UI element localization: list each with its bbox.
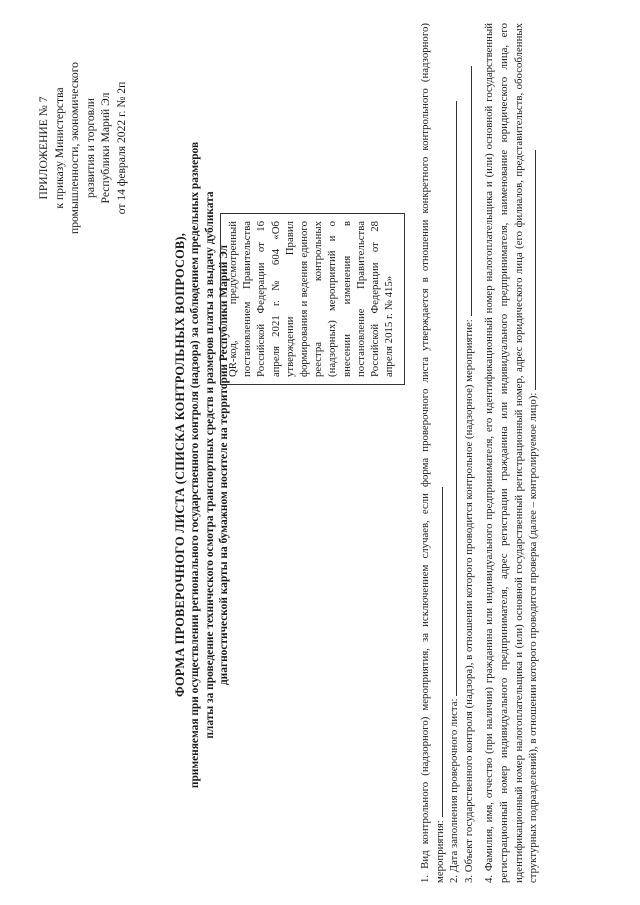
qr-code-box: QR-код, предусмотренный постановлением Правительства Российской Федерации от 16 апреля 2021 г. № 604 «Об утверждении Правил формирования и ведения единого реестра контрольных (надзорных) мероприятий и о внесении изменения в постановление Правительства Российской Федерации от 28 апреля 2015 г. № 415» [220,213,405,385]
item-3-fill-line [471,67,472,317]
item-1-fill-line [442,487,443,817]
item-3-text: 3. Объект государственного контроля (надзора), в отношении которого проводится контрольное (надзорное) мероприятие: [462,319,475,883]
appendix-republic-line: Республики Марий Эл [99,92,112,204]
appendix-order-line: к приказу Министерства [52,87,66,209]
form-title-sub-2: платы за проведение технического осмотра транспортных средств и размеров платы за выдачу дубликата [203,191,216,739]
form-title-sub-3: диагностической карты на бумажном носителе на территории Республики Марий Эл [218,244,231,686]
item-4-fill-line [535,150,536,390]
item-3 [462,23,477,883]
item-4-text: 4. Фамилия, имя, отчество (при наличии) гражданина или индивидуального предпринимателя, его идентификационный номер налогоплательщика и (или) основной государственный регистрационный номер индивидуального предпринимателя, адрес регистрации гражданина или индивидуального предпринимателя, наименование юридического лица, его идентификационный номер налогоплательщика и (или) основной государственный регистрационный номер, адрес юридического лица (его филиалов, представительств, обособленных структурных подразделений), в отношении которого проводится проверка (далее – контролируемое лицо): [483,23,540,883]
item-4 [482,23,540,883]
appendix-title: ПРИЛОЖЕНИЕ № 7 [37,96,50,200]
item-2-fill-line [456,101,457,696]
item-2 [447,23,462,883]
appendix-header [36,53,129,243]
item-1-text: 1. Вид контрольного (надзорного) мероприятия, за исключением случаев, если форма проверочного листа утверждается в отношении конкретного контрольного (надзорного) мероприятия: [419,23,446,883]
form-title [172,85,232,845]
appendix-ministry-line: промышленности, экономического [68,62,81,234]
item-2-text: 2. Дата заполнения проверочного листа: [448,698,461,883]
item-1 [418,23,447,883]
form-items [418,23,541,883]
form-title-sub-1: применяемая при осуществлении регионального государственного контроля (надзора) за соблюдением предельных размеров [189,141,201,789]
form-title-main: ФОРМА ПРОВЕРОЧНОГО ЛИСТА (СПИСКА КОНТРОЛЬНЫХ ВОПРОСОВ), [173,232,187,698]
appendix-ministry-line-2: развития и торговли [83,98,97,198]
appendix-date-line: от 14 февраля 2022 г. № 2п [114,81,128,215]
